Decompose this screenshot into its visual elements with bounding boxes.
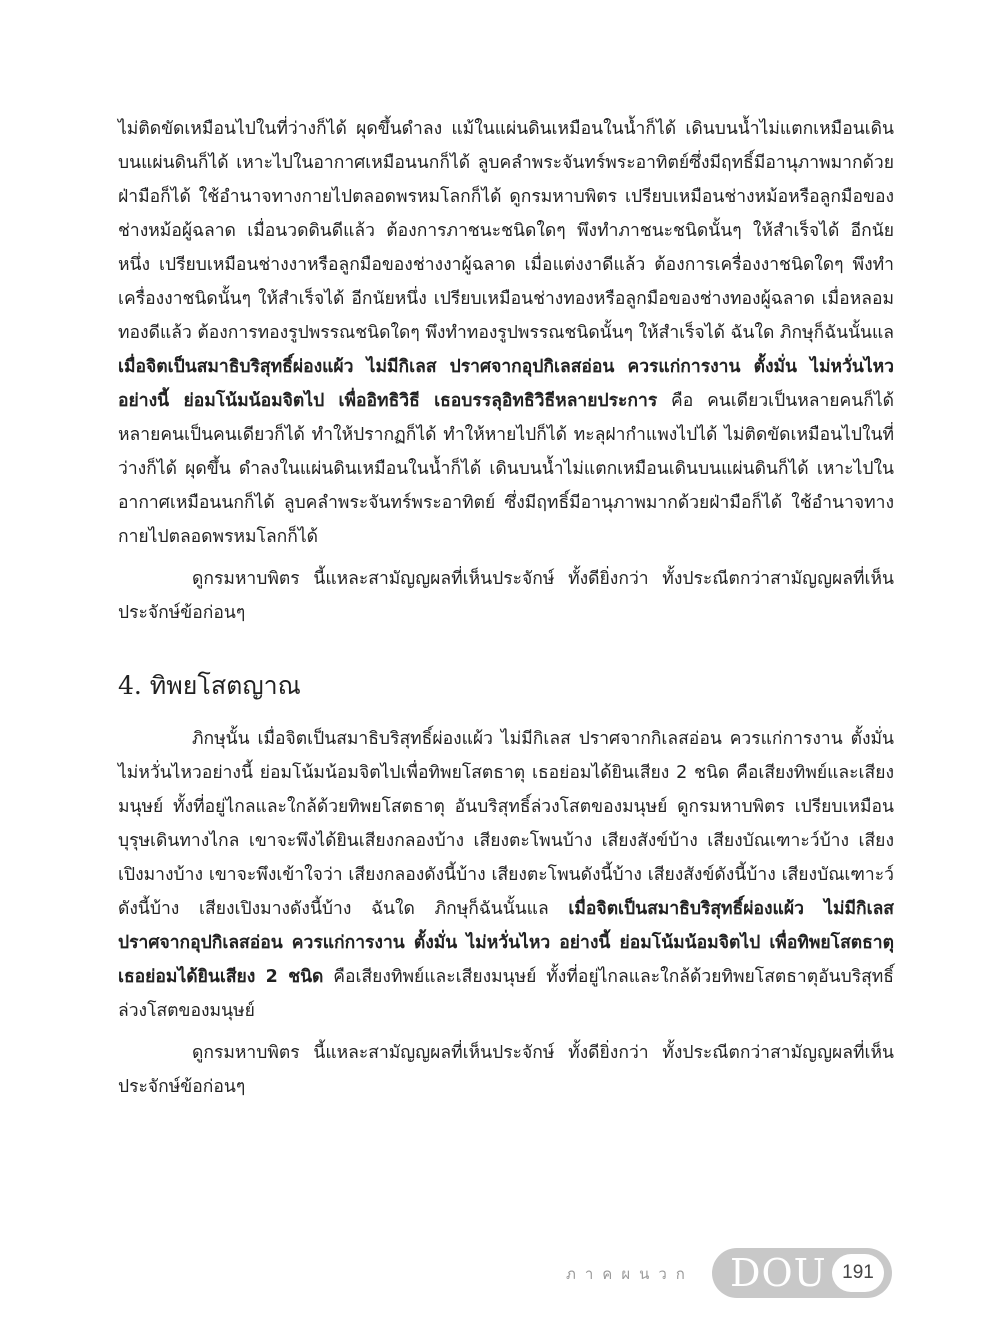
paragraph: ดูกรมหาบพิตร นี้แหละสามัญญผลที่เห็นประจักษ์ ทั้งดียิ่งกว่า ทั้งประณีตกว่าสามัญญผลที่เห็นประจักษ์ข้อก่อนๆ [118, 1043, 894, 1097]
page-number: 191 [832, 1254, 884, 1292]
paragraph-text: คือเสียงทิพย์และเสียงมนุษย์ ทั้งที่อยู่ไกลและใกล้ด้วยทิพยโสตธาตุอันบริสุทธิ์ล่วงโสตของมนุษย์ [118, 967, 894, 1021]
paragraph-bold-text: เมื่อจิตเป็นสมาธิบริสุทธิ์ผ่องแผ้ว ไม่มีกิเลส ปราศจากอุปกิเลสอ่อน ควรแก่การงาน ตั้งมั่น ไม่หวั่นไหว อย่างนี้ ย่อมโน้มน้อมจิตไป เพื่อทิพยโสตธาตุ เธอย่อมได้ยินเสียง 2 ชนิด [118, 899, 894, 987]
footer-badge [712, 1248, 892, 1298]
paragraph-bold-text: เมื่อจิตเป็นสมาธิบริสุทธิ์ผ่องแผ้ว ไม่มีกิเลส ปราศจากอุปกิเลสอ่อน ควรแก่การงาน ตั้งมั่น ไม่หวั่นไหว อย่างนี้ ย่อมโน้มน้อมจิตไป เพื่ออิทธิวิธี เธอบรรลุอิทธิวิธีหลายประการ [118, 357, 894, 411]
paragraph-text: ไม่ติดขัดเหมือนไปในที่ว่างก็ได้ ผุดขึ้นดำลง แม้ในแผ่นดินเหมือนในน้ำก็ได้ เดินบนน้ำไม่แตกเหมือนเดินบนแผ่นดินก็ได้ เหาะไปในอากาศเหมือนนกก็ได้ ลูบคลำพระจันทร์พระอาทิตย์ซึ่งมีฤทธิ์มีอานุภาพมากด้วยฝ่ามือก็ได้ ใช้อำนาจทางกายไปตลอดพรหมโลกก็ได้ ดูกรมหาบพิตร เปรียบเหมือนช่างหม้อหรือลูกมือของช่างหม้อผู้ฉลาด เมื่อนวดดินดีแล้ว ต้องการภาชนะชนิดใดๆ พึงทำภาชนะชนิดนั้นๆ ให้สำเร็จได้ อีกนัยหนึ่ง เปรียบเหมือนช่างงาหรือลูกมือของช่างงาผู้ฉลาด เมื่อแต่งงาดีแล้ว ต้องการเครื่องงาชนิดใดๆ พึงทำเครื่องงาชนิดนั้นๆ ให้สำเร็จได้ อีกนัยหนึ่ง เปรียบเหมือนช่างทองหรือลูกมือของช่างทองผู้ฉลาด เมื่อหลอมทองดีแล้ว ต้องการทองรูปพรรณชนิดใดๆ พึงทำทองรูปพรรณชนิดนั้นๆ ให้สำเร็จได้ ฉันใด ภิกษุก็ฉันนั้นแล [118, 119, 894, 343]
page-body [118, 112, 894, 1104]
page-footer [0, 1248, 1000, 1300]
paragraph [118, 722, 894, 1028]
brand-logo: DOU [730, 1251, 827, 1295]
section-heading: 4. ทิพยโสตญาณ [118, 671, 301, 700]
paragraph: ดูกรมหาบพิตร นี้แหละสามัญญผลที่เห็นประจักษ์ ทั้งดียิ่งกว่า ทั้งประณีตกว่าสามัญญผลที่เห็นประจักษ์ข้อก่อนๆ [118, 569, 894, 623]
footer-section-label: ภาคผนวก [566, 1265, 694, 1283]
paragraph [118, 112, 894, 554]
paragraph-text: ภิกษุนั้น เมื่อจิตเป็นสมาธิบริสุทธิ์ผ่องแผ้ว ไม่มีกิเลส ปราศจากกิเลสอ่อน ควรแก่การงาน ตั้งมั่น ไม่หวั่นไหวอย่างนี้ ย่อมโน้มน้อมจิตไปเพื่อทิพยโสตธาตุ เธอย่อมได้ยินเสียง 2 ชนิด คือเสียงทิพย์และเสียงมนุษย์ ทั้งที่อยู่ไกลและใกล้ด้วยทิพยโสตธาตุ อันบริสุทธิ์ล่วงโสตของมนุษย์ ดูกรมหาบพิตร เปรียบเหมือนบุรุษเดินทางไกล เขาจะพึงได้ยินเสียงกลองบ้าง เสียงตะโพนบ้าง เสียงสังข์บ้าง เสียงบัณเฑาะว์บ้าง เสียงเปิงมางบ้าง เขาจะพึงเข้าใจว่า เสียงกลองดังนี้บ้าง เสียงตะโพนดังนี้บ้าง เสียงสังข์ดังนี้บ้าง เสียงบัณเฑาะว์ดังนี้บ้าง เสียงเปิงมางดังนี้บ้าง ฉันใด ภิกษุก็ฉันนั้นแล [118, 729, 894, 919]
paragraph-text: คือ คนเดียวเป็นหลายคนก็ได้ หลายคนเป็นคนเดียวก็ได้ ทำให้ปรากฏก็ได้ ทำให้หายไปก็ได้ ทะลุฝากำแพงไปได้ ไม่ติดขัดเหมือนไปในที่ว่างก็ได้ ผุดขึ้น ดำลงในแผ่นดินเหมือนในน้ำก็ได้ เดินบนน้ำไม่แตกเหมือนเดินบนแผ่นดินก็ได้ เหาะไปในอากาศเหมือนนกก็ได้ ลูบคลำพระจันทร์พระอาทิตย์ ซึ่งมีฤทธิ์มีอานุภาพมากด้วยฝ่ามือก็ได้ ใช้อำนาจทางกายไปตลอดพรหมโลกก็ได้ [118, 391, 894, 547]
